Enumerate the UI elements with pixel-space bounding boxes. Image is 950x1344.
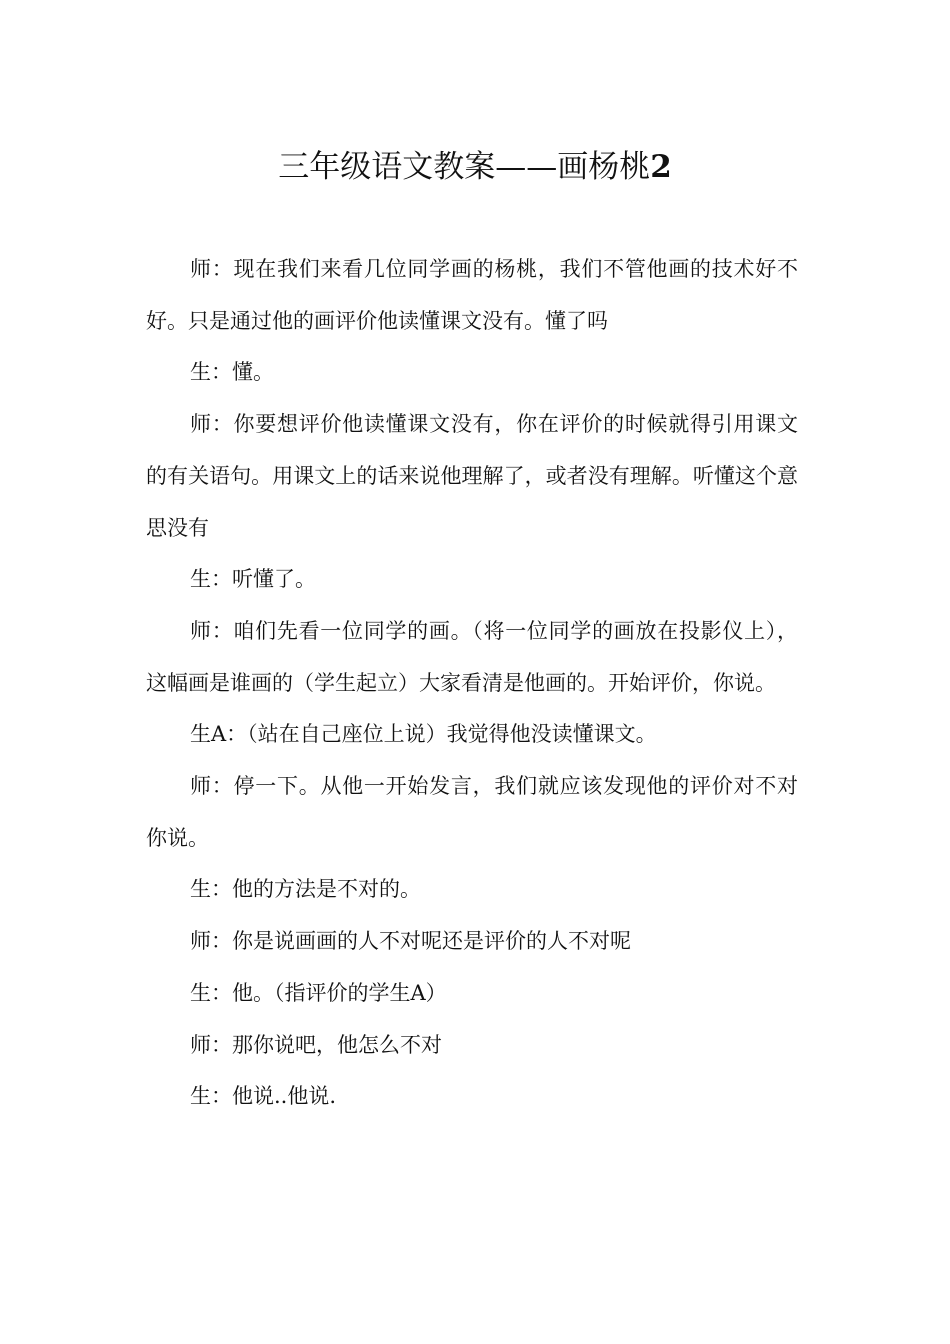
paragraph: 生：他。（指评价的学生A） xyxy=(190,980,447,1005)
paragraph: 师：那你说吧，他怎么不对 xyxy=(190,1032,442,1057)
title-number: 2 xyxy=(650,148,672,185)
paragraph: 生：懂。 xyxy=(190,360,274,385)
paragraph: 生：他的方法是不对的。 xyxy=(190,877,421,902)
paragraph: 师：停一下。从他一开始发言，我们就应该发现他的评价对不对你说。 xyxy=(146,774,798,850)
document-body xyxy=(146,244,798,1123)
paragraph: 师：咱们先看一位同学的画。（将一位同学的画放在投影仪上），这幅画是谁画的（学生起立）大家看清是他画的。开始评价，你说。 xyxy=(146,618,798,695)
paragraph: 师：你是说画画的人不对呢还是评价的人不对呢 xyxy=(190,929,631,954)
paragraph: 生：他说..他说. xyxy=(190,1084,337,1109)
title-text: 三年级语文教案——画杨桃 xyxy=(278,148,651,185)
paragraph: 生：听懂了。 xyxy=(190,567,316,592)
document-title xyxy=(0,141,950,193)
paragraph: 师：你要想评价他读懂课文没有，你在评价的时候就得引用课文的有关语句。用课文上的话来说他理解了，或者没有理解。听懂这个意思没有 xyxy=(146,412,798,540)
paragraph: 师：现在我们来看几位同学画的杨桃，我们不管他画的技术好不好。只是通过他的画评价他读懂课文没有。懂了吗 xyxy=(146,257,798,333)
paragraph: 生A：（站在自己座位上说）我觉得他没读懂课文。 xyxy=(190,722,657,747)
